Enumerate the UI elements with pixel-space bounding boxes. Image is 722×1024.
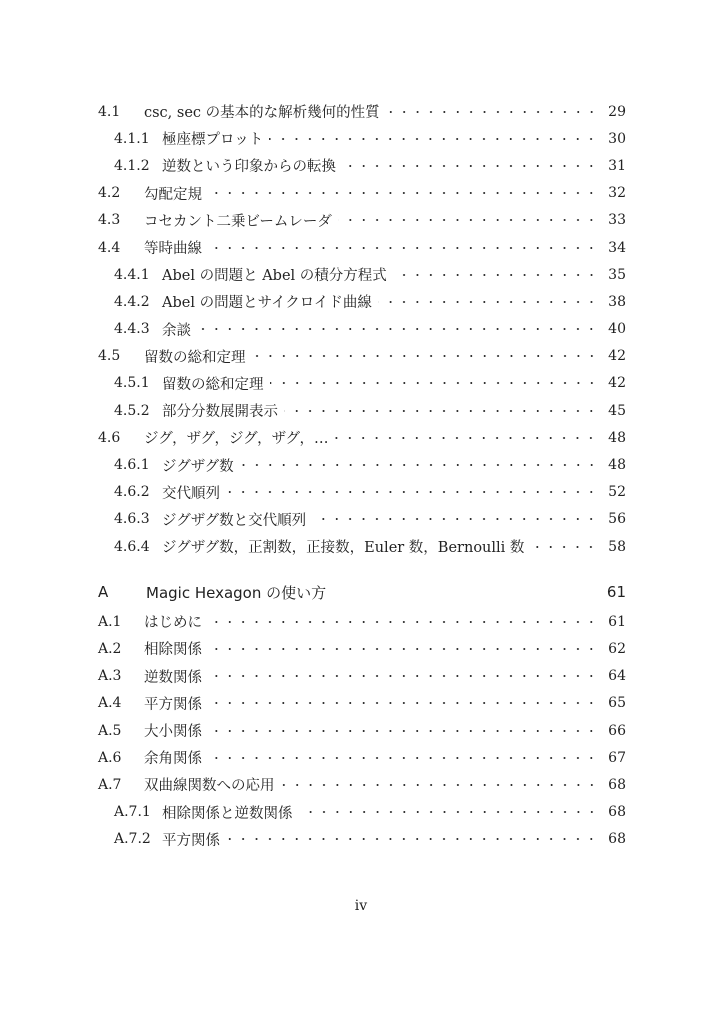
toc-entry-title: はじめに [144, 615, 202, 632]
toc-entry-page: 29 [608, 103, 626, 120]
toc-entry-number: A.4 [98, 695, 122, 712]
toc-entry-number: 4.4.2 [114, 293, 150, 310]
toc-entry[interactable] [98, 234, 626, 261]
toc-leader-dots [226, 832, 598, 846]
toc-entry[interactable] [98, 826, 626, 853]
toc-leader-dots [281, 778, 599, 792]
toc-leader-dots [226, 485, 598, 499]
toc-entry-page: 68 [608, 831, 626, 848]
toc-entry-page: 38 [608, 293, 626, 310]
toc-entry-number: 4.1.2 [114, 157, 150, 174]
toc-entry-page: 56 [608, 511, 626, 528]
toc-entry[interactable] [98, 608, 626, 635]
toc-entry[interactable] [98, 397, 626, 424]
toc-entry-page: 58 [608, 538, 626, 555]
toc-entry-number: 4.3 [98, 212, 121, 229]
toc-entry-title: 等時曲線 [144, 241, 202, 258]
toc-leader-dots [393, 268, 598, 282]
toc-entry-number: 4.4.1 [114, 266, 150, 283]
toc-entry-number: 4.6.3 [114, 511, 150, 528]
toc-entry-title: 逆数関係 [144, 669, 202, 686]
toc-entry-page: 33 [608, 212, 626, 229]
toc-leader-dots [208, 696, 598, 710]
toc-leader-dots [208, 615, 598, 629]
toc-entry[interactable] [98, 316, 626, 343]
toc-entry-title: 平方関係 [162, 832, 220, 849]
toc-leader-dots [240, 458, 598, 472]
toc-entry[interactable] [98, 744, 626, 771]
toc-leader-dots [334, 431, 598, 445]
toc-leader-dots [299, 805, 599, 819]
toc-leader-dots [342, 159, 598, 173]
toc-entry-title: csc, sec の基本的な解析幾何的性質 [144, 105, 380, 122]
toc-entry-title: 平方関係 [144, 696, 202, 713]
chapter-number: A [98, 583, 109, 602]
toc-entry-number: 4.6 [98, 429, 121, 446]
chapter-title: Magic Hexagon の使い方 [146, 583, 327, 602]
toc-entry[interactable] [98, 343, 626, 370]
toc-entry-page: 34 [608, 239, 626, 256]
toc-entry-title: 逆数という印象からの転換 [162, 159, 336, 176]
toc-entry[interactable] [98, 180, 626, 207]
toc-entry-title: ジグ，ザグ，ジグ，ザグ，… [144, 431, 329, 448]
toc-leader-dots [269, 132, 598, 146]
toc-entry-page: 45 [608, 402, 626, 419]
toc-chapter-entry[interactable] [98, 578, 626, 606]
toc-entry-page: 48 [608, 457, 626, 474]
toc-entry-title: 勾配定規 [144, 186, 202, 203]
toc-entry-number: 4.6.4 [114, 538, 150, 555]
toc-leader-dots [208, 241, 598, 255]
toc-entry-page: 68 [608, 804, 626, 821]
toc-entry-number: 4.1.1 [114, 130, 150, 147]
toc-entry-number: A.7.2 [114, 831, 151, 848]
toc-leader-dots [252, 349, 599, 363]
toc-entry[interactable] [98, 506, 626, 533]
toc-entry[interactable] [98, 690, 626, 717]
toc-entry-page: 68 [608, 776, 626, 793]
toc-entry-number: A.5 [98, 722, 122, 739]
toc-entry-number: A.3 [98, 668, 122, 685]
toc-entry-number: A.6 [98, 749, 122, 766]
toc-leader-dots [378, 295, 598, 309]
toc-entry[interactable] [98, 261, 626, 288]
table-of-contents [98, 98, 626, 853]
toc-entry-number: 4.1 [98, 103, 121, 120]
toc-entry-title: 大小関係 [144, 724, 202, 741]
toc-entry[interactable] [98, 370, 626, 397]
toc-entry[interactable] [98, 451, 626, 478]
toc-entry-title: ジグザグ数，正割数，正接数，Euler 数，Bernoulli 数 [162, 540, 525, 557]
toc-entry-title: 極座標プロット [162, 132, 264, 149]
toc-entry-title: 部分分数展開表示 [162, 404, 278, 421]
toc-entry[interactable] [98, 663, 626, 690]
toc-entry-number: 4.5.1 [114, 375, 150, 392]
toc-entry[interactable] [98, 98, 626, 125]
toc-entry-page: 66 [608, 722, 626, 739]
toc-entry-page: 35 [608, 266, 626, 283]
toc-entry[interactable] [98, 125, 626, 152]
toc-entry-title: 余談 [162, 322, 191, 339]
toc-section-list [98, 98, 626, 560]
toc-entry-number: 4.6.1 [114, 457, 150, 474]
toc-entry-title: Abel の問題と Abel の積分方程式 [162, 268, 387, 285]
toc-entry-page: 42 [608, 348, 626, 365]
toc-entry-page: 48 [608, 429, 626, 446]
toc-leader-dots [208, 186, 598, 200]
toc-entry[interactable] [98, 635, 626, 662]
toc-leader-dots [208, 751, 598, 765]
toc-entry-number: 4.5.2 [114, 402, 150, 419]
toc-entry-page: 65 [608, 695, 626, 712]
toc-entry-page: 31 [608, 157, 626, 174]
toc-entry[interactable] [98, 717, 626, 744]
toc-entry-page: 64 [608, 668, 626, 685]
toc-entry-title: 余角関係 [144, 751, 202, 768]
toc-entry-page: 40 [608, 321, 626, 338]
toc-entry[interactable] [98, 207, 626, 234]
toc-leader-dots [312, 512, 598, 526]
toc-entry-number: 4.4.3 [114, 321, 150, 338]
toc-entry[interactable] [98, 771, 626, 798]
toc-entry[interactable] [98, 533, 626, 560]
toc-entry-title: 留数の総和定理 [162, 376, 264, 393]
toc-entry-title: ジグザグ数 [162, 458, 234, 475]
toc-entry-title: ジグザグ数と交代順列 [162, 512, 307, 529]
toc-leader-dots [197, 322, 598, 336]
toc-entry-number: 4.6.2 [114, 484, 150, 501]
toc-entry-title: コセカント二乗ビームレーダ [144, 213, 332, 230]
toc-entry-number: 4.5 [98, 348, 121, 365]
toc-entry[interactable] [98, 799, 626, 826]
toc-entry-number: A.7 [98, 776, 122, 793]
toc-leader-dots [208, 642, 598, 656]
toc-leader-dots [208, 669, 598, 683]
toc-leader-dots [208, 724, 598, 738]
toc-entry[interactable] [98, 288, 626, 315]
chapter-page: 61 [606, 583, 626, 602]
toc-entry-number: 4.2 [98, 185, 121, 202]
toc-entry-number: 4.4 [98, 239, 121, 256]
toc-leader-dots [338, 213, 598, 227]
toc-entry-page: 67 [608, 749, 626, 766]
toc-leader-dots [386, 105, 598, 119]
toc-entry-page: 32 [608, 185, 626, 202]
toc-leader-dots [530, 540, 598, 554]
toc-entry[interactable] [98, 152, 626, 179]
toc-entry-title: 相除関係 [144, 642, 202, 659]
toc-entry-title: Abel の問題とサイクロイド曲線 [162, 295, 372, 312]
toc-entry-page: 52 [608, 484, 626, 501]
page-number: iv [354, 898, 368, 914]
toc-entry-page: 42 [608, 375, 626, 392]
toc-leader-dots [284, 404, 598, 418]
toc-entry-title: 交代順列 [162, 485, 220, 502]
toc-entry-title: 双曲線関数への応用 [144, 778, 275, 795]
toc-entry-number: A.1 [98, 613, 122, 630]
toc-entry[interactable] [98, 424, 626, 451]
toc-entry-title: 留数の総和定理 [144, 349, 246, 366]
toc-entry-page: 62 [608, 640, 626, 657]
toc-entry-page: 61 [608, 613, 626, 630]
toc-entry-title: 相除関係と逆数関係 [162, 805, 293, 822]
toc-leader-dots [270, 376, 599, 390]
toc-entry[interactable] [98, 479, 626, 506]
toc-entry-page: 30 [608, 130, 626, 147]
toc-appendix-list [98, 608, 626, 853]
toc-entry-number: A.7.1 [114, 804, 151, 821]
toc-entry-number: A.2 [98, 640, 122, 657]
